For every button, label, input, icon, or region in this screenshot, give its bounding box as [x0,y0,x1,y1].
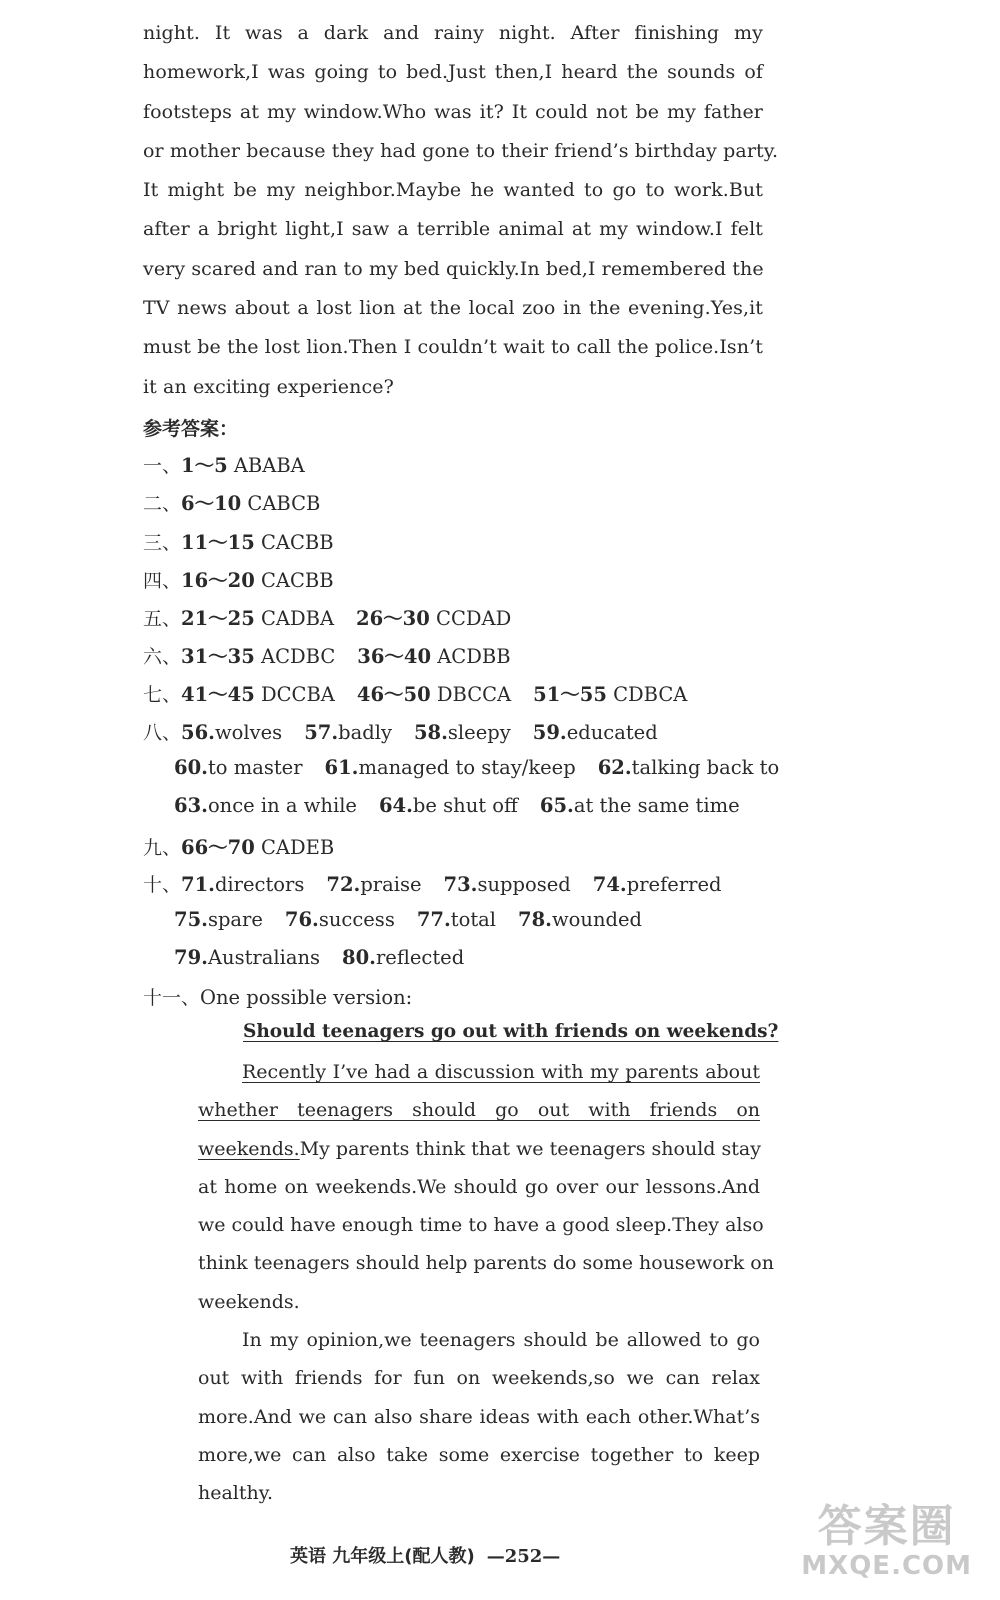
answer-group [417,908,496,931]
question-number: 72. [326,873,361,896]
answer-group [533,679,687,707]
section-prefix: 一、 [143,455,182,477]
answer-group [174,908,263,931]
section-prefix: 五、 [143,608,182,630]
question-number: 63. [174,794,208,817]
question-number: 31～35 [181,645,255,668]
section-prefix: 三、 [143,532,182,554]
answer-group [342,946,464,969]
question-number: 77. [416,908,451,931]
watermark-url: MXQE.COM [801,1551,972,1581]
section-prefix: 十一、 [143,987,201,1009]
question-number: 66～70 [181,836,255,859]
question-number: 21～25 [181,607,255,630]
answer-text: CADBA [254,607,335,630]
answer-group [356,603,511,631]
answer-text: CACBB [254,569,334,592]
question-number: 65. [539,794,574,817]
essay-line: think teenagers should help parents do some housework on [198,1252,774,1275]
answer-text: CABCB [241,492,321,515]
section-prefix: 九、 [143,837,182,859]
answer-group [444,873,571,896]
question-number: 64. [378,794,413,817]
answer-row [174,946,464,969]
answer-text: spare [207,908,263,931]
question-number: 71. [181,873,215,896]
answer-group [174,756,303,779]
story-line: TV news about a lost lion at the local zoo in the evening.Yes,it [143,297,763,320]
page-footer [290,1542,560,1568]
question-number: 76. [284,908,319,931]
answer-group [181,603,334,631]
question-number: 41～45 [181,683,255,706]
answer-group [181,721,282,744]
essay-line: at home on weekends.We should go over our lessons.And [198,1175,760,1198]
answer-group [285,908,395,931]
essay-line: more,we can also take some exercise together to keep [198,1443,760,1466]
answer-text: once in a while [207,794,357,817]
page-number: —252— [486,1546,561,1567]
answer-text: CDBCA [606,683,688,706]
answer-text: CADEB [254,836,335,859]
question-number: 1～5 [181,454,228,477]
question-number: 56. [181,721,215,744]
section-prefix: 八、 [143,722,182,744]
answer-group [304,721,392,744]
answer-group [540,794,740,817]
answers-heading: 参考答案： [143,418,239,440]
answer-text: be shut off [412,794,518,817]
answer-group [181,679,335,707]
answer-group [357,641,510,669]
question-number: 57. [304,721,339,744]
section-prefix: 七、 [143,684,182,706]
question-number: 61. [324,756,359,779]
answer-group [181,450,305,478]
story-line: It might be my neighbor.Maybe he wanted to go to work.But [143,179,763,202]
answer-row [143,565,334,593]
answer-row [143,488,320,516]
watermark-text: 答案圈 [817,1501,956,1552]
question-number: 26～30 [356,607,430,630]
answer-group [174,794,357,817]
question-number: 6～10 [181,492,242,515]
answer-text: success [318,908,395,931]
answer-row [174,794,740,817]
question-number: 11～15 [181,531,255,554]
question-number: 74. [592,873,627,896]
essay-title: Should teenagers go out with friends on weekends? [243,1021,779,1042]
essay-line: Recently I’ve had a discussion with my parents about [242,1061,760,1083]
answer-text: educated [566,721,658,744]
answer-row [143,450,305,478]
answer-group [181,565,334,593]
answer-group [181,641,335,669]
answer-row [174,756,779,779]
question-number: 78. [518,908,552,931]
question-number: 73. [443,873,478,896]
answer-group [181,527,334,555]
answer-group [326,873,421,896]
answer-row [143,870,722,897]
answer-row [143,832,334,860]
answer-row [174,908,642,931]
essay-paragraph-1 [198,1053,774,1321]
question-number: 58. [413,721,448,744]
story-line: homework,I was going to bed.Just then,I heard the sounds of [143,61,763,84]
answer-text: CCDAD [429,607,512,630]
watermark-logo [801,1501,972,1581]
answer-row [143,527,334,555]
question-number: 75. [174,908,208,931]
essay-line: healthy. [198,1482,274,1505]
answer-group [174,946,320,969]
question-number: 51～55 [533,683,607,706]
footer-subject: 英语 九年级上(配人教) [290,1546,475,1567]
essay-line: weekends.My parents think that we teenagers should stay [198,1137,761,1160]
answer-row [143,641,511,669]
answer-group [533,721,658,744]
section-11-heading [143,983,412,1010]
story-line: it an exciting experience? [143,375,394,398]
answer-text: Australians [207,946,321,969]
question-number: 36～40 [357,645,432,668]
answer-text: wounded [551,908,643,931]
answer-text: ABABA [227,454,305,477]
answer-text: badly [338,721,392,744]
answer-text: ACDBB [431,645,511,668]
answer-group [414,721,511,744]
section-prefix: 二、 [143,493,182,515]
essay-line: weekends. [198,1290,300,1313]
answer-text: praise [360,873,422,896]
answer-group [518,908,642,931]
answer-row [143,679,687,707]
answer-text: sleepy [447,721,511,744]
answer-group [593,873,722,896]
answer-text: to master [207,756,303,779]
answer-text: managed to stay/keep [358,756,576,779]
question-number: 60. [174,756,208,779]
story-text [143,14,779,407]
answer-text: DBCCA [430,683,512,706]
answer-text: CACBB [254,531,334,554]
question-number: 80. [342,946,376,969]
essay-line: more.And we can also share ideas with each other.What’s [198,1405,760,1428]
answer-row [143,718,658,745]
essay-line: In my opinion,we teenagers should be allowed to go [242,1329,760,1351]
answer-text: preferred [626,873,722,896]
answer-text: wolves [214,721,283,744]
answer-group [598,756,780,779]
story-line: night. It was a dark and rainy night. After finishing my [143,22,763,44]
section-prefix: 四、 [143,570,182,592]
story-line: after a bright light,I saw a terrible animal at my window.I felt [143,218,763,241]
section-prefix: 十、 [143,874,182,896]
answer-group [325,756,576,779]
answer-text: reflected [375,946,465,969]
story-line: must be the lost lion.Then I couldn’t wait to call the police.Isn’t [143,336,763,359]
answer-text: directors [214,873,305,896]
answer-group [357,679,511,707]
essay-line: out with friends for fun on weekends,so we can relax [198,1367,760,1390]
answer-text: talking back to [631,756,780,779]
section-prefix: 六、 [143,646,182,668]
answer-text: DCCBA [254,683,335,706]
section-text: One possible version: [200,986,413,1009]
essay-paragraph-2 [198,1321,760,1512]
answer-text: supposed [477,873,571,896]
answer-group [181,488,320,516]
answer-text: total [450,908,497,931]
question-number: 16～20 [181,569,255,592]
question-number: 62. [597,756,632,779]
question-number: 46～50 [356,683,431,706]
story-line: or mother because they had gone to their friend’s birthday party. [143,139,779,162]
answer-group [181,873,304,896]
essay-line: whether teenagers should go out with friends on [198,1099,760,1122]
answer-group [379,794,518,817]
answer-group [181,832,334,860]
story-line: very scared and ran to my bed quickly.In bed,I remembered the [143,257,764,280]
story-line: footsteps at my window.Who was it? It could not be my father [143,100,763,123]
question-number: 59. [532,721,567,744]
essay-line: we could have enough time to have a good sleep.They also [198,1214,764,1237]
question-number: 79. [174,946,208,969]
answer-row [143,603,511,631]
answer-text: at the same time [573,794,740,817]
answer-text: ACDBC [254,645,336,668]
